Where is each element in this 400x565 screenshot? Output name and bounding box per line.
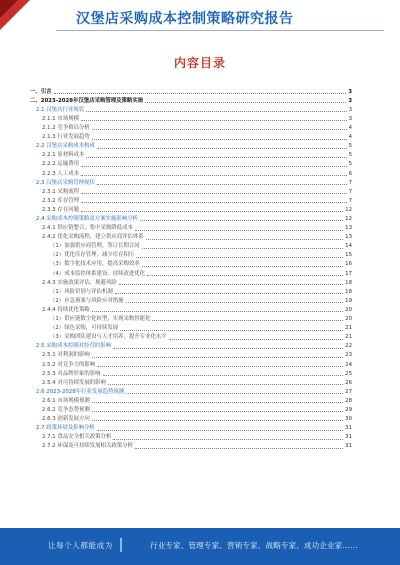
toc-entry-label: （3）数字化技术应用，提高采购效率 (50, 261, 140, 268)
toc-leader-dots (120, 330, 343, 331)
toc-entry[interactable] (30, 195, 352, 204)
toc-entry[interactable] (30, 304, 352, 313)
toc-entry-label: 二、2023-2028年汉堡店采购管理及策略实施 (30, 97, 144, 104)
toc-entry[interactable] (30, 186, 352, 195)
toc-leader-dots (92, 411, 343, 412)
toc-leader-dots (135, 230, 343, 231)
toc-entry[interactable] (30, 168, 352, 177)
toc-leader-dots (126, 393, 343, 394)
toc-entry[interactable] (30, 377, 352, 386)
toc-entry-page: 22 (345, 343, 352, 350)
toc-entry-page: 12 (345, 206, 352, 213)
toc-entry-label: 2.3.3 存在问题 (42, 206, 79, 213)
toc-entry[interactable] (30, 159, 352, 168)
toc-leader-dots (115, 293, 343, 294)
table-of-contents (30, 86, 352, 450)
header-divider (56, 30, 384, 31)
toc-leader-dots (135, 448, 343, 449)
toc-entry-label: 2.4.3 实施效果评估，规避风险 (42, 279, 117, 286)
toc-entry-label: 2.2 汉堡店采购成本构成 (36, 143, 95, 150)
toc-entry-page: 7 (348, 197, 352, 204)
toc-entry-page: 3 (348, 106, 352, 113)
toc-entry-label: （1）供应链数字化转型，实现采购智能化 (50, 316, 151, 323)
toc-entry[interactable] (30, 241, 352, 250)
toc-entry-page: 3 (348, 88, 352, 95)
toc-entry-label: 2.4.4 持续优化策略 (42, 306, 90, 313)
toc-entry[interactable] (30, 259, 352, 268)
toc-leader-dots (92, 402, 343, 403)
toc-entry[interactable] (30, 359, 352, 368)
toc-entry-page: 20 (345, 316, 352, 323)
toc-entry-page: 13 (345, 234, 352, 241)
toc-entry-page: 18 (345, 279, 352, 286)
toc-leader-dots (113, 348, 343, 349)
toc-leader-dots (126, 302, 344, 303)
toc-entry-page: 17 (345, 270, 352, 277)
toc-entry-page: 28 (345, 397, 352, 404)
toc-entry-label: （2）优化库存管理，减少库存积压 (50, 252, 135, 259)
toc-leader-dots (81, 202, 347, 203)
toc-entry-label: 2.7.1 食品安全相关政策分析 (42, 434, 112, 441)
toc-entry-label: 2.6.2 竞争态势预测 (42, 406, 90, 413)
toc-entry-page: 21 (345, 334, 352, 341)
toc-entry[interactable] (30, 104, 352, 113)
toc-heading: 内容目录 (173, 56, 226, 70)
toc-leader-dots (81, 175, 347, 176)
toc-entry-page: 16 (345, 261, 352, 268)
toc-entry-page: 5 (348, 161, 352, 168)
toc-entry-page: 15 (345, 252, 352, 259)
toc-entry[interactable] (30, 441, 352, 450)
toc-entry[interactable] (30, 86, 352, 95)
toc-entry[interactable] (30, 404, 352, 413)
toc-entry-page: 23 (345, 352, 352, 359)
toc-entry-label: 一、引言 (30, 88, 52, 95)
toc-entry[interactable] (30, 250, 352, 259)
toc-leader-dots (97, 366, 343, 367)
toc-entry-page: 5 (348, 152, 352, 159)
toc-entry[interactable] (30, 413, 352, 422)
toc-entry-page: 31 (345, 443, 352, 450)
toc-entry-label: 2.3 汉堡店采购管理现状 (36, 179, 95, 186)
toc-entry[interactable] (30, 277, 352, 286)
toc-entry-page: 27 (345, 388, 352, 395)
toc-leader-dots (86, 111, 347, 112)
toc-entry[interactable] (30, 386, 352, 395)
toc-leader-dots (92, 311, 343, 312)
toc-entry-label: 2.7 政策环境及影响分析 (36, 425, 95, 432)
toc-entry-page: 7 (348, 188, 352, 195)
toc-leader-dots (81, 120, 347, 121)
toc-entry-label: 2.7.2 环保及可持续发展相关政策分析 (42, 443, 133, 450)
toc-entry-label: 2.3.1 采购流程 (42, 188, 79, 195)
toc-entry[interactable] (30, 295, 352, 304)
toc-entry-label: 2.5.4 对可持续发展的影响 (42, 379, 106, 386)
toc-entry-label: 2.6.1 市场规模预测 (42, 397, 90, 404)
toc-leader-dots (152, 320, 343, 321)
toc-entry-page: 5 (348, 143, 352, 150)
toc-entry-page: 18 (345, 288, 352, 295)
toc-leader-dots (108, 384, 343, 385)
toc-entry-label: （1）加强供应商管理，签订长期合同 (50, 243, 140, 250)
toc-leader-dots (145, 102, 346, 103)
toc-entry-label: 2.2.1 原材料成本 (42, 152, 85, 159)
toc-leader-dots (146, 239, 343, 240)
toc-entry-page: 12 (345, 216, 352, 222)
toc-entry[interactable] (30, 350, 352, 359)
toc-entry-label: 2.6 2023-2028年行业发展趋势预测 (36, 388, 125, 395)
toc-entry[interactable] (30, 177, 352, 186)
footer-slogan: 让每个人都能成为 (48, 541, 113, 550)
toc-entry-page: 4 (348, 134, 352, 141)
toc-entry-label: （1）风险识别与评估机制 (50, 288, 113, 295)
toc-entry[interactable] (30, 95, 352, 104)
toc-entry[interactable] (30, 286, 352, 295)
toc-entry[interactable] (30, 213, 352, 222)
toc-leader-dots (81, 211, 343, 212)
toc-leader-dots (136, 257, 343, 258)
page-header (0, 0, 400, 34)
toc-leader-dots (113, 439, 343, 440)
page-footer (0, 528, 400, 565)
toc-entry-label: （2）应急预案与风险应对措施 (50, 297, 124, 304)
toc-entry[interactable] (30, 332, 352, 341)
toc-entry-page: 13 (345, 225, 352, 232)
toc-leader-dots (119, 284, 343, 285)
report-title: 汉堡店采购成本控制策略研究报告 (76, 11, 294, 27)
toc-entry-label: 2.5.2 对竞争力的影响 (42, 361, 96, 368)
toc-entry-page: 4 (348, 125, 352, 132)
toc-entry-label: 2.1 汉堡店行业现状 (36, 106, 85, 113)
toc-leader-dots (54, 93, 347, 94)
toc-entry-label: 2.5 采购成本控制对经营的影响 (36, 343, 111, 350)
toc-entry-page: 3 (348, 115, 352, 122)
toc-entry[interactable] (30, 232, 352, 241)
toc-entry-page: 7 (348, 179, 352, 186)
toc-entry-page: 20 (345, 306, 352, 313)
toc-entry-page: 21 (345, 325, 352, 332)
toc-entry[interactable] (30, 141, 352, 150)
toc-leader-dots (97, 184, 347, 185)
toc-leader-dots (142, 266, 343, 267)
toc-entry[interactable] (30, 131, 352, 140)
toc-entry-page: 29 (345, 406, 352, 413)
toc-entry[interactable] (30, 341, 352, 350)
toc-entry-label: 2.2.3 人工成本 (42, 170, 79, 177)
toc-entry[interactable] (30, 313, 352, 322)
toc-entry[interactable] (30, 122, 352, 131)
toc-entry-label: 2.1.2 竞争格局分析 (42, 125, 90, 132)
toc-entry-page: 19 (345, 297, 352, 304)
toc-entry-label: 2.2.2 运输费用 (42, 161, 79, 168)
toc-leader-dots (92, 139, 347, 140)
toc-entry[interactable] (30, 150, 352, 159)
toc-entry-label: 2.1.3 行业发展趋势 (42, 134, 90, 141)
toc-entry[interactable] (30, 204, 352, 213)
toc-leader-dots (169, 339, 344, 340)
toc-entry-label: （2）绿色采购，可持续发展 (50, 325, 119, 332)
toc-leader-dots (140, 220, 343, 221)
toc-entry-label: 2.1.1 市场规模 (42, 115, 79, 122)
toc-entry-label: 2.4.2 优化采购流程，建立供应商评估体系 (42, 234, 144, 241)
toc-entry-label: 2.5.1 对利润的影响 (42, 352, 90, 359)
toc-leader-dots (103, 375, 344, 376)
toc-entry-page: 30 (345, 416, 352, 423)
toc-entry[interactable] (30, 268, 352, 277)
toc-entry-page: 26 (345, 379, 352, 386)
toc-leader-dots (81, 193, 347, 194)
toc-entry-label: （4）成本监控体系建设，持续改进优化 (50, 270, 146, 277)
toc-entry[interactable] (30, 222, 352, 231)
footer-tagline: 行业专家、管理专家、营销专家、战略专家、成功企业家…… (150, 541, 358, 550)
toc-leader-dots (97, 148, 347, 149)
toc-leader-dots (142, 248, 343, 249)
toc-entry-label: 2.4.1 供应链整合、集中采购降低成本 (42, 225, 133, 232)
toc-leader-dots (81, 166, 347, 167)
toc-entry-page: 3 (348, 97, 352, 104)
toc-entry-label: 2.4 采购成本控制策略及方案实施影响分析 (36, 216, 138, 222)
toc-entry-page: 14 (345, 243, 352, 250)
toc-entry[interactable] (30, 395, 352, 404)
toc-leader-dots (147, 275, 343, 276)
toc-entry[interactable] (30, 432, 352, 441)
toc-entry-label: （3）采购团队建设与人才培养，提升专业化水平 (50, 334, 167, 341)
toc-leader-dots (86, 157, 346, 158)
toc-entry-label: 2.5.3 对品牌形象的影响 (42, 370, 101, 377)
toc-entry-page: 24 (345, 361, 352, 368)
toc-entry[interactable] (30, 113, 352, 122)
toc-entry[interactable] (30, 422, 352, 431)
toc-entry-page: 6 (348, 170, 352, 177)
toc-entry-label: 2.6.3 创新发展方向 (42, 416, 90, 423)
toc-entry-page: 25 (345, 370, 352, 377)
toc-leader-dots (92, 357, 343, 358)
toc-entry[interactable] (30, 368, 352, 377)
toc-entry-page: 31 (345, 425, 352, 432)
toc-leader-dots (97, 430, 343, 431)
brand-corner-inner-icon (0, 0, 18, 18)
toc-entry[interactable] (30, 322, 352, 331)
toc-entry-label: 2.3.2 库存管理 (42, 197, 79, 204)
toc-leader-dots (92, 420, 343, 421)
toc-entry-page: 31 (345, 434, 352, 441)
toc-leader-dots (92, 129, 347, 130)
footer-separator (120, 538, 122, 552)
